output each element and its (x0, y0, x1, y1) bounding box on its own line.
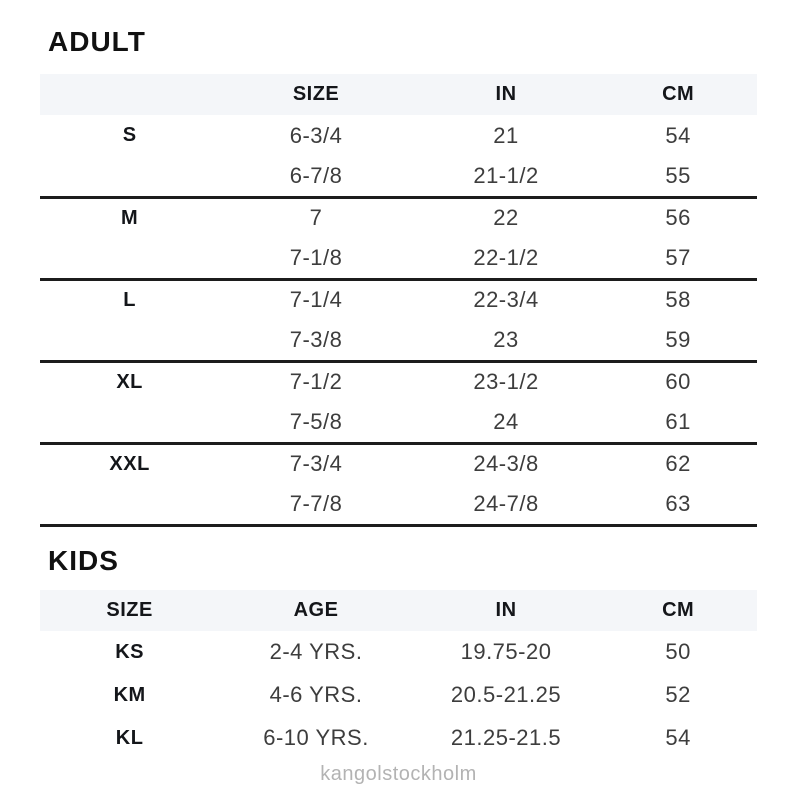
in-value: 19.75-20 (460, 639, 552, 664)
cm-value: 59 (665, 326, 691, 352)
adult-table-header-row (40, 74, 757, 115)
in-value: 22 (493, 205, 519, 231)
table-row (40, 197, 757, 238)
kids-section-title: KIDS (48, 544, 119, 576)
size-group-xl (40, 361, 757, 443)
in-value: 21 (493, 122, 519, 148)
cm-value: 63 (665, 490, 691, 516)
kids-section (40, 545, 757, 760)
size-label: L (123, 288, 136, 311)
watermark-text: kangolstockholm (320, 762, 477, 785)
age-value: 6-10 YRS. (263, 725, 369, 750)
table-row (40, 320, 757, 361)
table-row (40, 279, 757, 320)
size-label (40, 320, 219, 361)
in-value: 22-1/2 (473, 244, 539, 270)
cm-value: 54 (665, 122, 691, 148)
in-value: 22-3/4 (473, 287, 539, 313)
cm-value: 57 (665, 244, 691, 270)
column-header-age: AGE (219, 590, 413, 631)
column-header-cm: CM (599, 74, 757, 115)
size-label: S (122, 124, 137, 146)
size-group-l (40, 279, 757, 361)
size-value: 7-7/8 (289, 490, 343, 516)
cm-value: 54 (665, 725, 691, 750)
size-value: 7-3/8 (289, 326, 343, 352)
size-label: KL (115, 726, 144, 749)
age-value: 4-6 YRS. (269, 682, 363, 707)
size-label: M (121, 206, 139, 229)
in-value: 24-7/8 (473, 490, 539, 516)
cm-value: 55 (665, 162, 691, 188)
table-row (40, 238, 757, 279)
size-group-m (40, 197, 757, 279)
size-label: XL (116, 370, 143, 393)
size-value: 7-3/4 (289, 451, 343, 477)
table-row (40, 115, 757, 156)
cm-value: 61 (665, 408, 691, 434)
cm-value: 60 (665, 369, 691, 395)
adult-section-title: ADULT (48, 26, 146, 57)
size-group-s (40, 115, 757, 197)
size-label: XXL (109, 452, 150, 475)
kids-table-header-row (40, 590, 757, 631)
size-value: 7-1/2 (289, 369, 343, 395)
kids-size-table (40, 590, 757, 760)
table-row (40, 717, 757, 760)
size-value: 7-5/8 (289, 408, 343, 434)
table-row (40, 631, 757, 674)
adult-size-table (40, 74, 757, 527)
cm-value: 56 (665, 205, 691, 231)
column-header-size: SIZE (40, 590, 219, 631)
size-group-xxl (40, 443, 757, 525)
cm-value: 52 (665, 682, 691, 707)
cm-value: 62 (665, 451, 691, 477)
column-header-blank (40, 74, 219, 115)
size-label: KS (115, 640, 145, 663)
size-value: 7-1/8 (289, 244, 343, 270)
size-value: 7 (309, 205, 323, 231)
size-label (40, 484, 219, 525)
cm-value: 58 (665, 287, 691, 313)
table-row (40, 484, 757, 525)
table-row (40, 361, 757, 402)
table-row (40, 156, 757, 197)
size-label (40, 238, 219, 279)
in-value: 21.25-21.5 (450, 725, 562, 750)
size-value: 6-3/4 (289, 122, 343, 148)
column-header-in: IN (413, 74, 599, 115)
in-value: 20.5-21.25 (450, 682, 562, 707)
size-value: 7-1/4 (289, 287, 343, 313)
in-value: 23 (493, 326, 519, 352)
table-row (40, 443, 757, 484)
column-header-cm: CM (599, 590, 757, 631)
in-value: 23-1/2 (473, 369, 539, 395)
size-value: 6-7/8 (289, 162, 343, 188)
table-row (40, 402, 757, 443)
size-label: KM (113, 683, 146, 706)
table-row (40, 674, 757, 717)
size-label (40, 402, 219, 443)
cm-value: 50 (665, 639, 691, 664)
column-header-size: SIZE (219, 74, 413, 115)
age-value: 2-4 YRS. (269, 639, 363, 664)
column-header-in: IN (413, 590, 599, 631)
size-label (40, 156, 219, 197)
in-value: 24-3/8 (473, 451, 539, 477)
in-value: 21-1/2 (473, 162, 539, 188)
adult-section (40, 26, 757, 527)
in-value: 24 (493, 408, 519, 434)
